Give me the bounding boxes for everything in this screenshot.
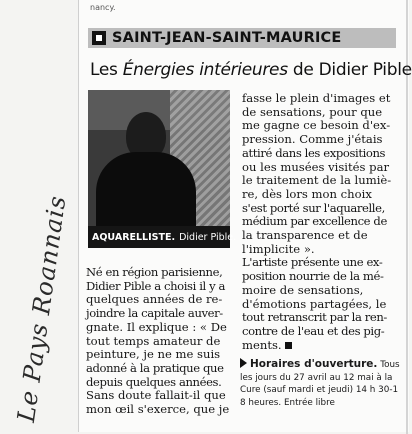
section-banner xyxy=(88,28,396,48)
hours-line: 8 heures. Entrée libre xyxy=(240,397,335,408)
article-text-line: la transparence et de xyxy=(242,228,368,243)
square-bullet-icon xyxy=(92,31,106,45)
hours-title: Horaires d'ouverture. xyxy=(250,358,378,370)
article-text-line: ou les musées visités par xyxy=(242,159,390,174)
article-text-line: Sans doute fallait-il que xyxy=(86,388,226,403)
article-text-line: s'est porté sur l'aquarelle, xyxy=(242,200,385,215)
handwritten-source-note: Le Pays Roannais xyxy=(12,193,72,424)
article-text-line: de sensations, pour que xyxy=(242,104,383,119)
end-of-article-mark xyxy=(285,342,292,349)
cut-off-header xyxy=(80,0,408,20)
article-text-line: ments. xyxy=(242,339,392,353)
article-text-line: tout temps amateur de xyxy=(86,333,221,348)
article-text-line: position nourrie de la mé- xyxy=(242,269,384,284)
photo-caption xyxy=(88,226,237,248)
article-text-line: re, dès lors mon choix xyxy=(242,186,372,201)
article-text-line: Didier Pible a choisi il y a xyxy=(86,278,226,293)
hours-line: Tous xyxy=(380,360,400,370)
caption-text: Didier Pible. xyxy=(179,231,237,243)
article-text-line: L'artiste présente une ex- xyxy=(242,255,383,270)
article-text-line: fasse le plein d'images et xyxy=(242,91,391,105)
headline-prefix: Les xyxy=(90,60,123,80)
article-text-line: l'implicite ». xyxy=(242,241,315,256)
article-column-left xyxy=(86,266,230,417)
section-town-name: SAINT-JEAN-SAINT-MAURICE xyxy=(112,30,342,46)
article-text-line: pression. Comme j'étais xyxy=(242,132,383,147)
article-text-line: joindre la capitale auver- xyxy=(86,306,223,321)
article-text-line: peinture, je ne me suis xyxy=(86,347,221,362)
hours-line: les jours du 27 avril au 12 mai à la xyxy=(240,372,393,383)
article-text-line: contre de l'eau et des pig- xyxy=(242,323,385,338)
article-text-line: depuis quelques années. xyxy=(86,374,222,389)
hours-line: Cure (sauf mardi et jeudi) 14 h 30-1 xyxy=(240,385,399,395)
article-text-line: mon œil s'exerce, que je xyxy=(86,402,230,417)
article-text-line: médium par excellence de xyxy=(242,214,387,229)
caption-label: AQUARELLISTE. xyxy=(92,231,176,243)
artist-photo xyxy=(88,90,237,248)
article-text-line: gnate. Il explique : « De xyxy=(86,319,227,334)
headline-emphasis: Énergies intérieures xyxy=(122,60,288,80)
article-text-line: le traitement de la lumiè- xyxy=(242,173,392,188)
opening-hours-box xyxy=(240,358,400,409)
article-text-line: attiré dans les expositions xyxy=(242,145,386,160)
article-text-line: d'émotions partagées, le xyxy=(242,296,387,311)
arrow-right-icon xyxy=(240,358,247,368)
article-headline xyxy=(90,60,410,80)
article-text-line: moire de sensations, xyxy=(242,282,364,297)
article-text-line: Né en région parisienne, xyxy=(86,265,223,279)
article-text-line: quelques années de re- xyxy=(86,292,223,307)
cut-off-text: nancy. xyxy=(90,3,116,12)
article-text-line: tout retranscrit par la ren- xyxy=(242,310,387,325)
article-text-line: adonné à la pratique que xyxy=(86,360,224,375)
headline-suffix: de Didier Pible xyxy=(287,60,412,80)
article-column-right xyxy=(242,92,392,352)
article-text-line: me gagne ce besoin d'ex- xyxy=(242,118,391,133)
